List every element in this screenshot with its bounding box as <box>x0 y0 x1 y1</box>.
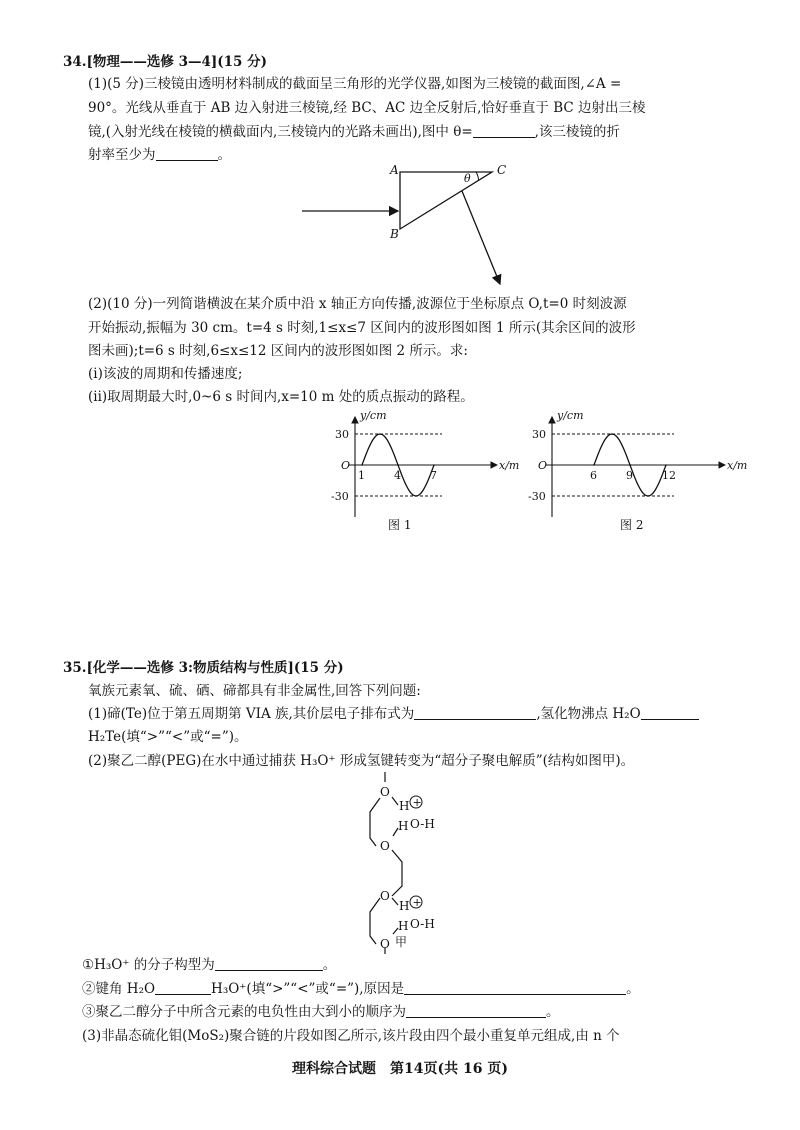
peg-hydronium-h-4: H <box>398 919 409 933</box>
angle-theta-label: θ <box>464 172 471 185</box>
x-tick-label: 6 <box>590 469 597 482</box>
peg-oxygen-1: O <box>380 785 390 799</box>
q35-title: 35.[化学——选修 3:物质结构与性质](15 分) <box>63 660 344 676</box>
q35-s3 <box>82 1002 560 1022</box>
wave-data-point <box>647 495 649 497</box>
q35-s3-text: ③聚乙二醇分子中所含元素的电负性由大到小的顺序为 <box>82 1004 406 1020</box>
answer-blank-theta[interactable] <box>473 122 535 138</box>
peg-hydronium-h-3: H <box>399 899 410 913</box>
x-axis-label: x/m <box>727 459 748 472</box>
q35-p1-line1 <box>88 704 699 724</box>
q34-p2-line3: 图未画);t=6 s 时刻,6≤x≤12 区间内的波形图如图 2 所示。求: <box>88 343 468 359</box>
q35-s1-tail: 。 <box>322 957 337 973</box>
q34-p2-line5: (ii)取周期最大时,0~6 s 时间内,x=10 m 处的质点振动的路程。 <box>88 389 474 405</box>
y-tick-label: 30 <box>335 428 349 441</box>
q35-p1-line2: H₂Te(填“>”“<”或“=”)。 <box>88 729 248 745</box>
y-tick-label: -30 <box>331 490 349 503</box>
peg-hydronium-h-1: H <box>399 799 410 813</box>
q35-s2-mid: H₃O⁺(填“>”“<”或“=”),原因是 <box>211 981 405 997</box>
wave-chart-1 <box>325 405 520 533</box>
charge-plus-1: + <box>412 796 422 809</box>
q35-s1-text: ①H₃O⁺ 的分子构型为 <box>82 957 215 973</box>
q35-s3-tail: 。 <box>546 1004 560 1020</box>
q35-s1 <box>82 955 336 975</box>
prism-diagram <box>290 160 530 295</box>
figure-jia-caption: 甲 <box>395 935 408 949</box>
exit-ray <box>462 191 500 284</box>
q34-title: 34.[物理——选修 3—4](15 分) <box>63 54 268 70</box>
q35-p1-mid: ,氢化物沸点 H₂O <box>536 706 641 722</box>
q34-p1-line4 <box>88 145 231 165</box>
answer-blank-reason[interactable] <box>404 979 626 995</box>
theta-arc <box>476 172 479 181</box>
peg-hydronium-h-2: H <box>398 819 409 833</box>
y-axis-label: y/cm <box>557 409 584 422</box>
q35-intro: 氧族元素氧、硫、硒、碲都具有非金属性,回答下列问题: <box>88 683 421 699</box>
origin-label: O <box>538 459 548 472</box>
x-tick-label: 9 <box>626 469 633 482</box>
wave-data-point <box>433 464 435 466</box>
x-tick-label: 1 <box>358 469 365 482</box>
wave-data-point <box>415 495 417 497</box>
prism-triangle <box>400 172 492 229</box>
y-axis-label: y/cm <box>360 409 387 422</box>
q35-p3: (3)非晶态硫化钼(MoS₂)聚合链的片段如图乙所示,该片段由四个最小重复单元组成,由 n 个 <box>82 1028 620 1044</box>
charge-plus-2: + <box>412 896 422 909</box>
wave-data-point <box>397 464 399 466</box>
q34-p1-line3-text: 镜,(入射光线在棱镜的横截面内,三棱镜内的光路未画出),图中 θ= <box>88 124 473 140</box>
q34-p2-line2: 开始振动,振幅为 30 cm。t=4 s 时刻,1≤x≤7 区间内的波形图如图 1 所示(其余区间的波形 <box>88 320 636 336</box>
answer-blank-index[interactable] <box>156 145 218 161</box>
x-tick-label: 12 <box>662 469 676 482</box>
x-tick-label: 4 <box>394 469 401 482</box>
q35-p1-text: (1)碲(Te)位于第五周期第 VIA 族,其价层电子排布式为 <box>88 706 415 722</box>
answer-blank-electron-config[interactable] <box>414 704 536 720</box>
peg-oxygen-3: O <box>380 889 390 903</box>
wave-data-point <box>361 464 363 466</box>
wave-data-point <box>629 464 631 466</box>
peg-hydronium-oh-1: O-H <box>410 817 435 831</box>
peg-structure-diagram <box>340 770 470 950</box>
q35-s2-text: ②键角 H₂O <box>82 981 156 997</box>
q34-p1-line2: 90°。光线从垂直于 AB 边入射进三棱镜,经 BC、AC 边全反射后,恰好垂直于 BC 边射出三棱 <box>88 100 646 116</box>
y-tick-label: 30 <box>532 428 546 441</box>
q34-p2-line1: (2)(10 分)一列简谐横波在某介质中沿 x 轴正方向传播,波源位于坐标原点 O,t=0 时刻波源 <box>88 296 627 312</box>
wave-chart-2 <box>525 405 748 533</box>
answer-blank-boiling-point[interactable] <box>641 704 699 720</box>
q35-s2-tail: 。 <box>626 981 640 997</box>
wave-data-point <box>593 464 595 466</box>
q34-p1-line3 <box>88 122 620 142</box>
vertex-label-b: B <box>390 227 399 241</box>
origin-label: O <box>341 459 351 472</box>
page-footer: 理科综合试题 第14页(共 16 页) <box>292 1061 508 1077</box>
q34-p2-line4: (i)该波的周期和传播速度; <box>88 366 243 382</box>
q34-p1-line4-tail: 。 <box>217 147 231 163</box>
answer-blank-electronegativity[interactable] <box>406 1002 546 1018</box>
q34-p1-line3-tail: ,该三棱镜的折 <box>534 124 620 140</box>
wave-data-point <box>379 433 381 435</box>
x-tick-label: 7 <box>430 469 437 482</box>
vertex-label-c: C <box>497 163 507 177</box>
x-axis-label: x/m <box>499 459 520 472</box>
q34-p1-line4-text: 射率至少为 <box>88 147 156 163</box>
wave-data-point <box>611 433 613 435</box>
figure-caption: 图 1 <box>388 518 412 532</box>
peg-oxygen-2: O <box>380 839 390 853</box>
q34-p1-line1: (1)(5 分)三棱镜由透明材料制成的截面呈三角形的光学仪器,如图为三棱镜的截面图,∠A = <box>88 76 622 92</box>
vertex-label-a: A <box>390 163 399 177</box>
y-tick-label: -30 <box>528 490 546 503</box>
peg-hydronium-oh-2: O-H <box>410 917 435 931</box>
peg-oxygen-4: O <box>380 937 390 951</box>
q35-s2 <box>82 979 640 999</box>
q35-p2: (2)聚乙二醇(PEG)在水中通过捕获 H₃O⁺ 形成氢键转变为“超分子聚电解质”(结构如图甲)。 <box>88 753 635 769</box>
figure-caption: 图 2 <box>620 518 644 532</box>
wave-data-point <box>665 464 667 466</box>
answer-blank-bond-angle[interactable] <box>155 979 211 995</box>
answer-blank-molecular-shape[interactable] <box>215 955 323 971</box>
